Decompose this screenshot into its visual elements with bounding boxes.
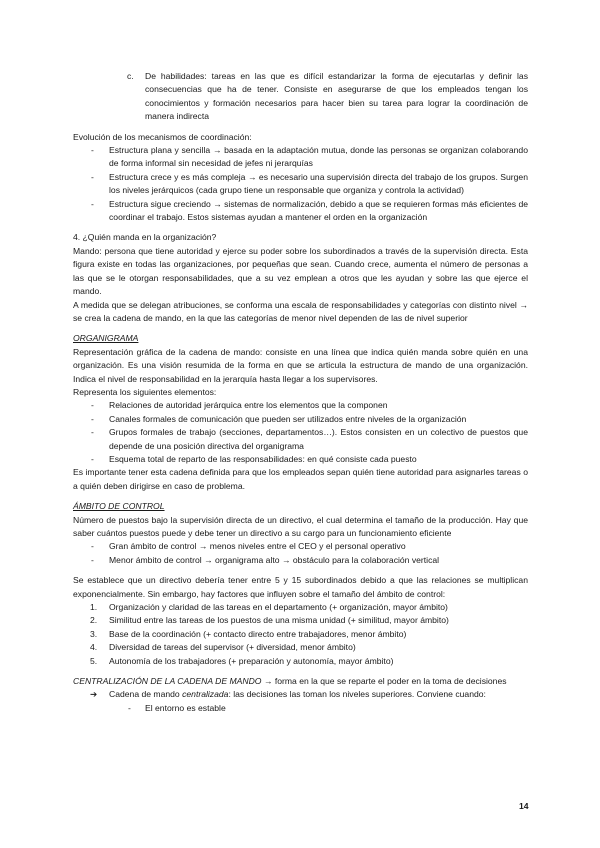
factors-list — [73, 601, 528, 668]
section-title-ambito: ÁMBITO DE CONTROL — [73, 501, 165, 512]
list-item: - Estructura crece y es más compleja → es necesario una supervisión directa del trabajo de los grupos. Surgen los niveles jerárquicos (cada grupo tiene un responsable que organiza y controla la actividad) — [91, 171, 528, 196]
list-item: 1. Organización y claridad de las tareas en el departamento (+ organización, mayor ámbito) — [90, 602, 448, 613]
list-item: - Esquema total de reparto de las responsabilidades: en qué consiste cada puesto — [91, 453, 417, 464]
section-title-organigrama: ORGANIGRAMA — [73, 333, 139, 344]
list-item: - Canales formales de comunicación que pueden ser utilizados entre niveles de la organización — [91, 413, 467, 424]
paragraph: Se establece que un directivo debería tener entre 5 y 15 subordinados debido a que las relaciones se multiplican exponencialmente. Sin embargo, hay factores que influyen sobre el tamaño del ámbito de control: — [73, 575, 528, 599]
paragraph: Mando: persona que tiene autoridad y ejerce su poder sobre los subordinados a través de la supervisión directa. Esta figura existe en todas las organizaciones, por pequeñas que sean. Cuando crece, aumenta el número de personas a las que se le otorgan responsabilidades, que a su vez emplean a otros que les ayudan y sobre las que ejerce el mando. — [73, 245, 528, 297]
list-item: - Estructura plana y sencilla → basada en la adaptación mutua, donde las personas se organizan colaborando de forma informal sin necesidad de jefes ni jerarquías — [91, 145, 528, 169]
list-item: 2. Similitud entre las tareas de los puestos de una misma unidad (+ similitud, mayor ámbito) — [90, 615, 449, 626]
list-item: - El entorno es estable — [128, 702, 226, 713]
list-item: 5. Autonomía de los trabajadores (+ preparación y autonomía, mayor ámbito) — [90, 655, 394, 666]
paragraph: Representa los siguientes elementos: — [73, 386, 217, 397]
centralizacion-heading: CENTRALIZACIÓN DE LA CADENA DE MANDO → forma en la que se reparte el poder en la toma de decisiones — [73, 676, 507, 687]
paragraph: Número de puestos bajo la supervisión directa de un directivo, el cual determina el tamaño de la producción. Hay que saber cuántos puestos puede y debe tener un directivo a su cargo para un funcionamiento eficiente — [73, 514, 528, 538]
centralizacion-list — [73, 688, 528, 701]
item-text: De habilidades: tareas en las que es difícil estandarizar la forma de ejecutarlas y definir las consecuencias que ha de tener. Consiste en asegurarse de que los empleados tengan los conocimientos y formación necesarios para hacer bien su tarea para lograr la coordinación de manera indirecta — [145, 71, 528, 122]
item-marker: c. — [127, 71, 134, 81]
centralizacion-sublist — [73, 702, 528, 715]
list-item-c — [73, 70, 528, 124]
arrow-icon: ➔ — [90, 689, 98, 700]
list-item: ➔ Cadena de mando centralizada: las decisiones las toman los niveles superiores. Conviene cuando: — [73, 688, 528, 701]
evolucion-list — [73, 144, 528, 224]
list-item: 3. Base de la coordinación (+ contacto directo entre trabajadores, menor ámbito) — [90, 628, 407, 639]
paragraph: Representación gráfica de la cadena de mando: consiste en una línea que indica quién manda sobre quién en una organización. Es una visión resumida de la forma en que se articula la estructura de mando de una organización. Indica el nivel de responsabilidad en la jerarquía hasta llegar a los supervisores. — [73, 346, 528, 384]
page-content — [73, 70, 528, 715]
paragraph: A medida que se delegan atribuciones, se conforma una escala de responsabilidades y categorías con distinto nivel → se crea la cadena de mando, en la que las categorías de menor nivel dependen de las de nivel superior — [73, 299, 528, 323]
list-item: 4. Diversidad de tareas del supervisor (+ diversidad, menor ámbito) — [90, 642, 356, 653]
list-item: - Relaciones de autoridad jerárquica entre los elementos que la componen — [91, 400, 388, 411]
section-title-centralizacion: CENTRALIZACIÓN DE LA CADENA DE MANDO — [73, 676, 262, 687]
list-item: - Gran ámbito de control → menos niveles entre el CEO y el personal operativo — [91, 541, 406, 552]
evolucion-heading: Evolución de los mecanismos de coordinación: — [73, 131, 252, 142]
paragraph: Es importante tener esta cadena definida para que los empleados sepan quién tiene autoridad para asignarles tareas o a quién deben dirigirse en caso de problema. — [73, 467, 528, 491]
ambito-list — [73, 540, 528, 567]
list-item: - Grupos formales de trabajo (secciones, departamentos…). Estos consisten en un colectivo de puestos que depende de una posición directiva del organigrama — [91, 427, 528, 451]
section-heading-quien: 4. ¿Quién manda en la organización? — [73, 232, 217, 243]
list-item: - Estructura sigue creciendo → sistemas de normalización, debido a que se requieren formas más eficientes de coordinar el trabajo. Estos sistemas ayudan a mantener el orden en la organización — [91, 198, 528, 223]
organigrama-list — [73, 399, 528, 466]
page-number: 14 — [519, 801, 529, 811]
list-item: - Menor ámbito de control → organigrama alto → obstáculo para la colaboración vertical — [91, 554, 440, 565]
